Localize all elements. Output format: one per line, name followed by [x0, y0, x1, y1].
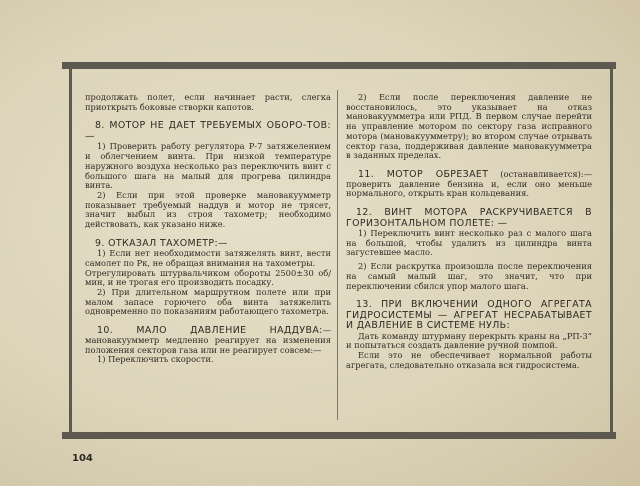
section-8-heading: 8. МОТОР НЕ ДАЕТ ТРЕБУЕМЫХ ОБОРО-ТОВ:— — [85, 120, 331, 142]
section-11-text: (останавливается):— проверить давление бензина и, если оно меньше нормального, открыть кран кольцевания. — [346, 168, 592, 199]
section-8-item-2: 2) Если при этой проверке мановакуумметр показывает требуемый наддув и мотор не трясет, значит выбыл из строя тахометр; необходимо действовать, как указано ниже. — [85, 189, 331, 230]
right-column — [346, 93, 592, 371]
section-9-item-1-cont: Отрегулировать штурвальчиком обороты 2500±30 об/мин, и не трогая его производить посадку. — [85, 267, 331, 288]
section-13-item-2: Если это не обеспечивает нормальной работы агрегата, следовательно отказала вся гидросистема. — [346, 350, 592, 370]
section-13-item-1: Дать команду штурману перекрыть краны на „РП-3“ и попытаться создать давление ручной помпой. — [346, 330, 592, 351]
section-9-heading: 9. ОТКАЗАЛ ТАХОМЕТР:— — [95, 237, 228, 249]
left-column — [85, 93, 331, 365]
intro-paragraph: продолжать полет, если начинает расти, слегка приоткрыть боковые створки капотов. — [85, 92, 331, 112]
section-10-item-1: 1) Переключить скорости. — [97, 354, 214, 365]
section-13-heading: 13. ПРИ ВКЛЮЧЕНИИ ОДНОГО АГРЕГАТА ГИДРОСИСТЕМЫ — АГРЕГАТ НЕСРАБАТЫВАЕТ И ДАВЛЕНИЕ В СИСТЕМЕ НУЛЬ: — [346, 299, 592, 332]
section-12-item-2: 2) Если раскрутка произошла после переключения на самый малый шаг, это значит, что при переключении сбился упор малого шага. — [346, 261, 592, 291]
frame-right-rule — [610, 62, 613, 439]
section-12-item-1: 1) Переключить винт несколько раз с малого шага на большой, чтобы удалить из цилиндра винта загустевшее масло. — [346, 228, 592, 258]
frame-bottom-rule — [62, 432, 616, 439]
frame-top-rule — [62, 62, 616, 69]
section-9-item-1: 1) Если нет необходимости затяжелять винт, вести самолет по Pк, не обращая внимания на тахометры. — [85, 248, 331, 268]
section-10-text: — мановакуумметр медленно реагирует на изменения положения секторов газа или не реагирует совсем:— — [85, 325, 331, 355]
section-10-heading: 10. МАЛО ДАВЛЕНИЕ НАДДУВА: — [97, 325, 323, 337]
column-divider — [337, 90, 338, 420]
page-number: 104 — [72, 453, 93, 464]
section-10-item-2: 2) Если после переключения давление не восстановилось, это указывает на отказ мановакуумметра или РПД. В первом случае перейти на управление мотором по сектору газа исправного мотора (мановакуумметру); во втором случае отрывать сектор газа, поддерживая давление мановакуумметра в заданных пределах. — [346, 92, 592, 161]
section-12-heading: 12. ВИНТ МОТОРА РАСКРУЧИВАЕТСЯ В ГОРИЗОНТАЛЬНОМ ПОЛЕТЕ: — — [346, 207, 592, 229]
section-9-item-2: 2) При длительном маршрутном полете или при малом запасе горючего оба винта затяжелить одновременно по показаниям работающего тахометра. — [85, 287, 331, 317]
section-8-item-1: 1) Проверить работу регулятора Р-7 затяжелением и облегчением винта. При низкой температуре наружного воздуха несколько раз переключить винт с большого шага на малый для прогрева цилиндра винта. — [85, 141, 331, 191]
section-11-paragraph — [346, 170, 592, 199]
section-11-heading: 11. МОТОР ОБРЕЗАЕТ — [358, 168, 489, 180]
section-10-paragraph — [85, 326, 331, 355]
frame-left-rule — [69, 62, 72, 439]
